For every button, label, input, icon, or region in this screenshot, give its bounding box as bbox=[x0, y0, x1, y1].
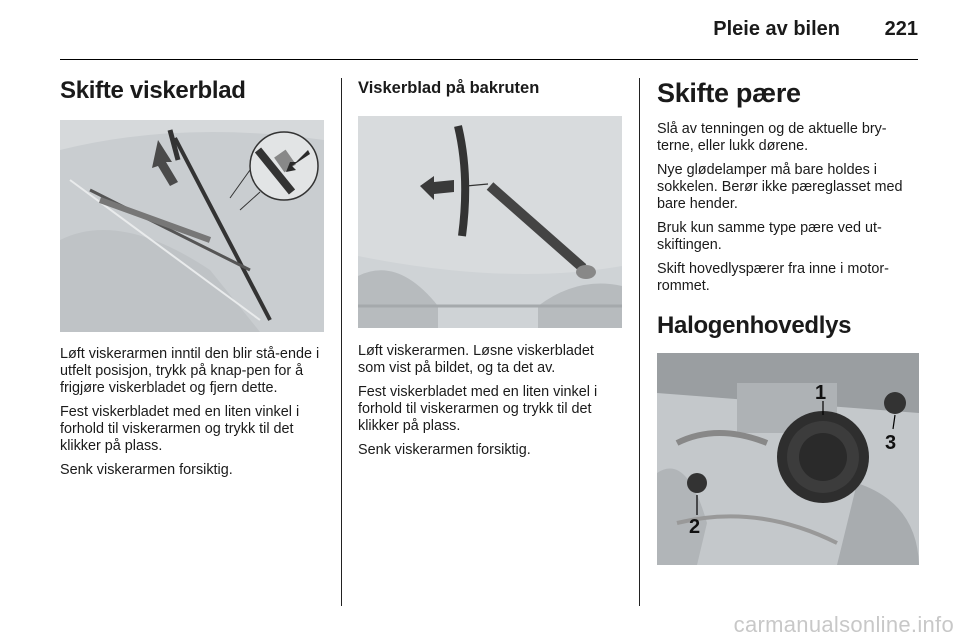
column-bulb-replacement bbox=[657, 70, 919, 565]
paragraph: Løft viskerarmen inntil den blir stå-ende i utfelt posisjon, trykk på knap-pen for å frigjøre viskerbladet og fjern dette. bbox=[60, 345, 320, 396]
paragraph: Nye glødelamper må bare holdes i sokkelen. Berør ikke pæreglasset med bare hender. bbox=[657, 162, 903, 213]
heading-bulb-replacement: Skifte pære bbox=[657, 78, 801, 108]
column-wiper-blade bbox=[60, 70, 325, 486]
page-number: 221 bbox=[884, 18, 918, 40]
section-title: Pleie av bilen bbox=[713, 18, 840, 40]
paragraph: Fest viskerbladet med en liten vinkel i forhold til viskerarmen og trykk til det klikker på plass. bbox=[358, 383, 598, 434]
page-header bbox=[60, 16, 918, 56]
watermark: carmanualsonline.info bbox=[733, 612, 954, 637]
paragraph: Bruk kun samme type pære ved ut-skiftingen. bbox=[657, 220, 882, 254]
paragraph: Senk viskerarmen forsiktig. bbox=[60, 461, 233, 478]
figure-windscreen-wiper bbox=[60, 120, 324, 332]
callout-3: 3 bbox=[885, 432, 897, 455]
heading-rear-wiper: Viskerblad på bakruten bbox=[358, 79, 540, 97]
paragraph: Senk viskerarmen forsiktig. bbox=[358, 441, 531, 458]
header-divider bbox=[60, 59, 918, 60]
figure-rear-wiper bbox=[358, 116, 622, 328]
heading-wiper-blade: Skifte viskerblad bbox=[60, 77, 246, 104]
callout-2: 2 bbox=[689, 516, 701, 539]
paragraph: Skift hovedlyspærer fra inne i motor-rommet. bbox=[657, 261, 889, 295]
column-rear-wiper bbox=[358, 70, 623, 466]
paragraph: Fest viskerbladet med en liten vinkel i forhold til viskerarmen og trykk til det klikker på plass. bbox=[60, 403, 300, 454]
heading-halogen: Halogenhovedlys bbox=[657, 312, 852, 340]
paragraph: Løft viskerarmen. Løsne viskerbladet som vist på bildet, og ta det av. bbox=[358, 342, 594, 376]
callout-1: 1 bbox=[815, 382, 827, 405]
column-divider-1 bbox=[341, 78, 342, 606]
paragraph: Slå av tenningen og de aktuelle bry-terne, eller lukk dørene. bbox=[657, 121, 887, 155]
column-divider-2 bbox=[639, 78, 640, 606]
figure-halogen-headlight bbox=[657, 353, 919, 565]
